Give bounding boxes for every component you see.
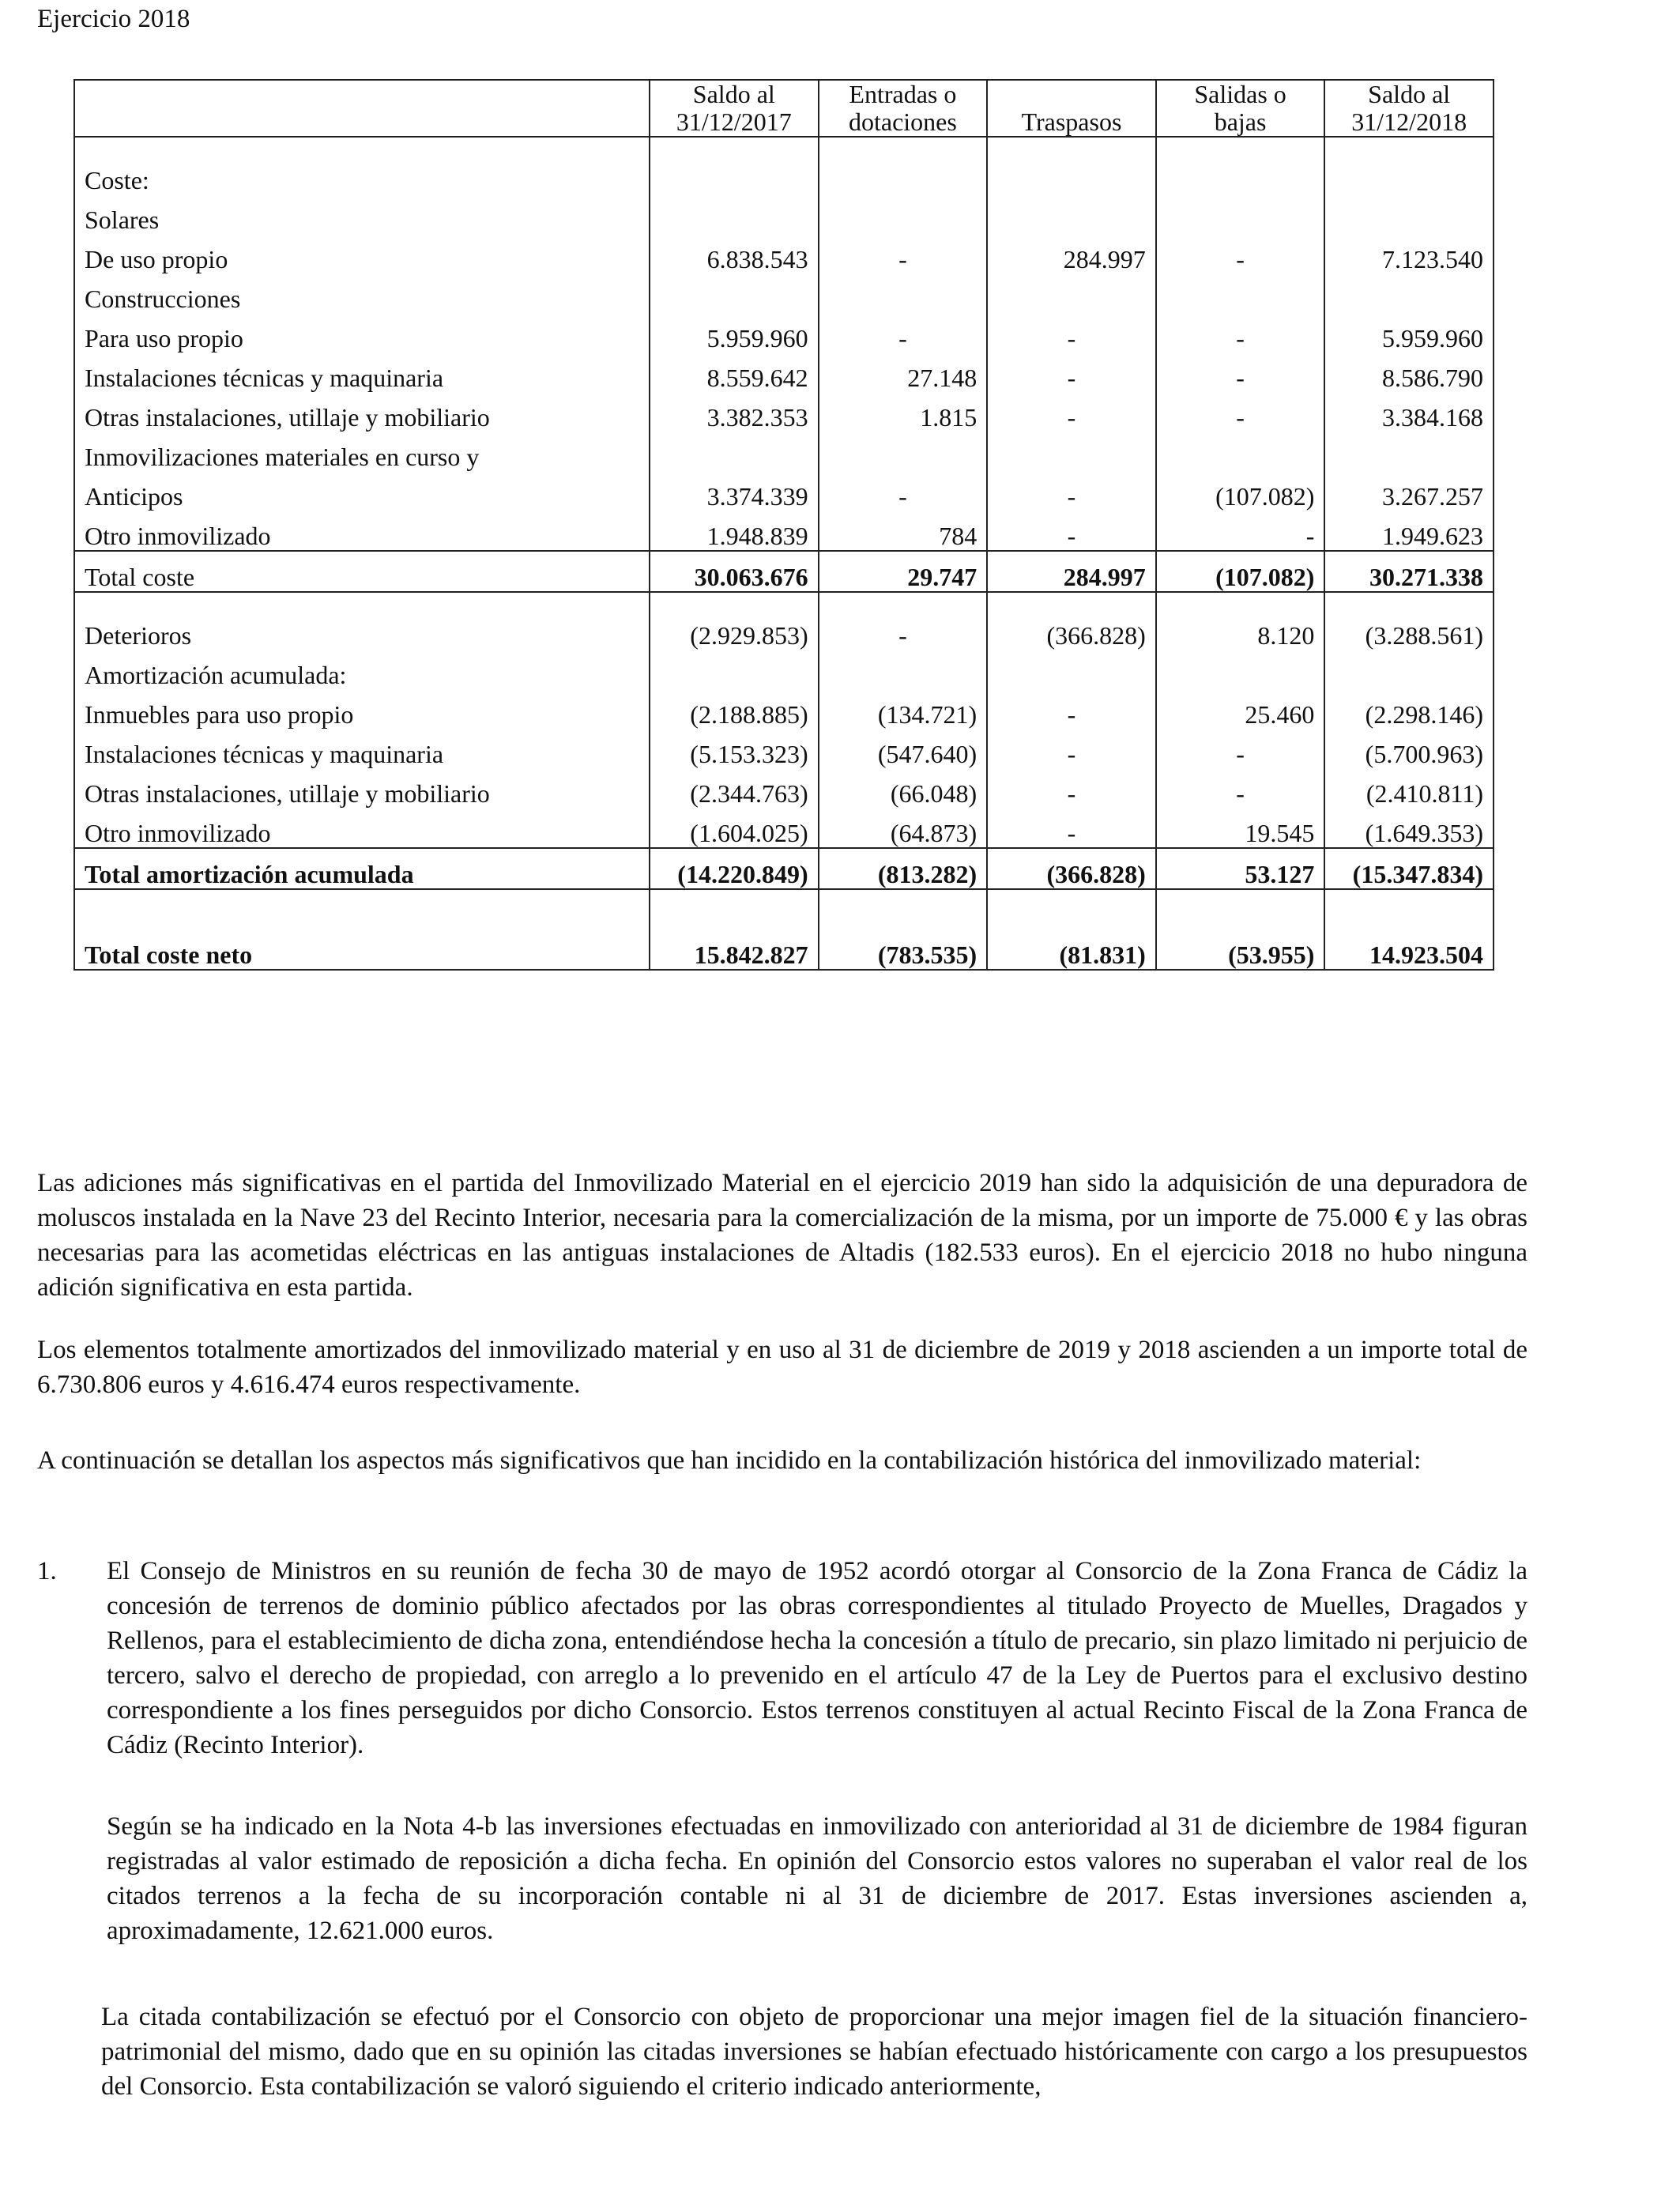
table-row (74, 234, 1494, 273)
table-row (74, 432, 1494, 471)
cell-value: 19.545 (1156, 808, 1325, 848)
cell-value: - (987, 768, 1156, 808)
paragraph-contabilizacion: La citada contabilización se efectuó por el Consorcio con objeto de proporcionar una mejor imagen fiel de la situación financiero-patrimonial del mismo, dado que en su opinión las citadas inversiones se habían efectuado históricamente con cargo a los presupuestos del Consorcio. Esta contabilización se valoró siguiendo el criterio indicado anteriormente, (101, 2003, 1527, 2101)
cell-value: - (819, 610, 988, 650)
cell-value: - (1156, 768, 1325, 808)
cell-value: 1.815 (819, 392, 988, 432)
row-label: Para uso propio (74, 313, 650, 352)
cell-value: 53.127 (1156, 848, 1325, 889)
row-label: Inmuebles para uso propio (74, 689, 650, 729)
table-row (74, 650, 1494, 689)
cell-value: - (819, 471, 988, 511)
cell-value: 3.382.353 (650, 392, 819, 432)
cell-value: (2.188.885) (650, 689, 819, 729)
table-row (74, 392, 1494, 432)
row-label: Total coste (74, 551, 650, 592)
row-label: Otro inmovilizado (74, 808, 650, 848)
table-row (74, 273, 1494, 313)
table-row (74, 155, 1494, 194)
total-row (74, 848, 1494, 889)
table-row (74, 471, 1494, 511)
table-row (74, 689, 1494, 729)
cell-value: (14.220.849) (650, 848, 819, 889)
row-label: Otro inmovilizado (74, 511, 650, 551)
table-row (74, 610, 1494, 650)
column-header-traspasos: Traspasos (987, 80, 1156, 137)
cell-value: (547.640) (819, 729, 988, 768)
table-row (74, 729, 1494, 768)
cell-value: (1.604.025) (650, 808, 819, 848)
cell-value: 30.063.676 (650, 551, 819, 592)
paragraph-intro-aspects: A continuación se detallan los aspectos más significativos que han incidido en la contabilización histórica del inmovilizado material: (37, 1446, 1422, 1475)
table-row (74, 768, 1494, 808)
cell-value: (2.344.763) (650, 768, 819, 808)
row-label: Amortización acumulada: (74, 650, 650, 689)
cell-value: - (819, 234, 988, 273)
page-title: Ejercicio 2018 (37, 5, 190, 33)
cell-value: (5.153.323) (650, 729, 819, 768)
cell-value: 3.374.339 (650, 471, 819, 511)
cell-value: 5.959.960 (1324, 313, 1494, 352)
total-row (74, 551, 1494, 592)
cell-value: - (987, 689, 1156, 729)
cell-value: 29.747 (819, 551, 988, 592)
cell-value: (66.048) (819, 768, 988, 808)
row-label: Total amortización acumulada (74, 848, 650, 889)
cell-value: - (987, 392, 1156, 432)
row-label: Otras instalaciones, utillaje y mobiliario (74, 392, 650, 432)
cell-value: 284.997 (987, 551, 1156, 592)
cell-value: 8.586.790 (1324, 352, 1494, 392)
paragraph-nota-4b: Según se ha indicado en la Nota 4-b las inversiones efectuadas en inmovilizado con anterioridad al 31 de diciembre de 1984 figuran registradas al valor estimado de reposición a dicha fecha. En opinión del Consorcio estos valores no superaban el valor real de los citados terrenos a la fecha de su incorporación contable ni al 31 de diciembre de 2017. Estas inversiones ascienden a, aproximadamente, 12.621.000 euros. (107, 1812, 1527, 1945)
cell-value: 3.267.257 (1324, 471, 1494, 511)
cell-value: (53.955) (1156, 925, 1325, 970)
column-header-entradas: Entradas o dotaciones (819, 80, 988, 137)
table-spacer-row (74, 889, 1494, 925)
cell-value: 27.148 (819, 352, 988, 392)
cell-value: - (987, 729, 1156, 768)
cell-value: (783.535) (819, 925, 988, 970)
cell-value: - (987, 352, 1156, 392)
cell-value: - (819, 313, 988, 352)
list-item (37, 1554, 1527, 1762)
column-header-saldo-2017: Saldo al 31/12/2017 (650, 80, 819, 137)
cell-value: 7.123.540 (1324, 234, 1494, 273)
row-label: Otras instalaciones, utillaje y mobiliario (74, 768, 650, 808)
cell-value: - (987, 511, 1156, 551)
cell-value: (5.700.963) (1324, 729, 1494, 768)
cell-value: - (987, 313, 1156, 352)
cell-value: - (1156, 352, 1325, 392)
total-row (74, 925, 1494, 970)
row-label: Deterioros (74, 610, 650, 650)
cell-value: 14.923.504 (1324, 925, 1494, 970)
cell-value: 3.384.168 (1324, 392, 1494, 432)
table-row (74, 313, 1494, 352)
cell-value: 1.948.839 (650, 511, 819, 551)
cell-value: - (1156, 234, 1325, 273)
row-label: Anticipos (74, 471, 650, 511)
table-spacer-row (74, 137, 1494, 155)
cell-value: 15.842.827 (650, 925, 819, 970)
cell-value: (1.649.353) (1324, 808, 1494, 848)
cell-value: - (987, 808, 1156, 848)
row-label: Construcciones (74, 273, 650, 313)
list-item-text: El Consejo de Ministros en su reunión de fecha 30 de mayo de 1952 acordó otorgar al Consorcio de la Zona Franca de Cádiz la concesión de terrenos de dominio público afectados por las obras correspondientes al titulado Proyecto de Muelles, Dragados y Rellenos, para el establecimiento de dicha zona, entendiéndose hecha la concesión a título de precario, sin plazo limitado ni perjuicio de tercero, salvo el derecho de propiedad, con arreglo a lo prevenido en el artículo 47 de la Ley de Puertos para el exclusivo destino correspondiente a los fines perseguidos por dicho Consorcio. Estos terrenos constituyen al actual Recinto Fiscal de la Zona Franca de Cádiz (Recinto Interior). (107, 1557, 1527, 1759)
cell-value: (366.828) (987, 848, 1156, 889)
cell-value: (64.873) (819, 808, 988, 848)
cell-value: (107.082) (1156, 471, 1325, 511)
cell-value: 5.959.960 (650, 313, 819, 352)
cell-value: - (1156, 729, 1325, 768)
row-label: Instalaciones técnicas y maquinaria (74, 729, 650, 768)
cell-value: (2.298.146) (1324, 689, 1494, 729)
cell-value: (15.347.834) (1324, 848, 1494, 889)
cell-value: 30.271.338 (1324, 551, 1494, 592)
row-label: De uso propio (74, 234, 650, 273)
row-label: Total coste neto (74, 925, 650, 970)
header-blank-cell (74, 80, 650, 137)
cell-value: (2.929.853) (650, 610, 819, 650)
cell-value: - (987, 471, 1156, 511)
cell-value: - (1156, 392, 1325, 432)
row-label: Coste: (74, 155, 650, 194)
cell-value: 8.120 (1156, 610, 1325, 650)
cell-value: 284.997 (987, 234, 1156, 273)
list-marker: 1. (37, 1557, 57, 1585)
cell-value: 784 (819, 511, 988, 551)
cell-value: 1.949.623 (1324, 511, 1494, 551)
row-label: Solares (74, 194, 650, 234)
cell-value: 25.460 (1156, 689, 1325, 729)
cell-value: (366.828) (987, 610, 1156, 650)
row-label: Inmovilizaciones materiales en curso y (74, 432, 650, 471)
cell-value: (3.288.561) (1324, 610, 1494, 650)
paragraph-additions: Las adiciones más significativas en el partida del Inmovilizado Material en el ejercicio 2019 han sido la adquisición de una depuradora de moluscos instalada en la Nave 23 del Recinto Interior, necesaria para la comercialización de la misma, por un importe de 75.000 € y las obras necesarias para las acometidas eléctricas en las antiguas instalaciones de Altadis (182.533 euros). En el ejercicio 2018 no hubo ninguna adición significativa en esta partida. (37, 1169, 1527, 1302)
table-row (74, 194, 1494, 234)
cell-value: (813.282) (819, 848, 988, 889)
column-header-saldo-2018: Saldo al 31/12/2018 (1324, 80, 1494, 137)
cell-value: 6.838.543 (650, 234, 819, 273)
cell-value: (107.082) (1156, 551, 1325, 592)
table-row (74, 352, 1494, 392)
cell-value: - (1156, 511, 1325, 551)
table-spacer-row (74, 592, 1494, 610)
row-label: Instalaciones técnicas y maquinaria (74, 352, 650, 392)
cell-value: (2.410.811) (1324, 768, 1494, 808)
table-row (74, 511, 1494, 551)
table-row (74, 808, 1494, 848)
cell-value: (81.831) (987, 925, 1156, 970)
cell-value: 8.559.642 (650, 352, 819, 392)
table-header-row (74, 80, 1494, 137)
cell-value: - (1156, 313, 1325, 352)
fixed-assets-table (73, 79, 1494, 971)
cell-value: (134.721) (819, 689, 988, 729)
column-header-salidas: Salidas o bajas (1156, 80, 1325, 137)
paragraph-fully-amortized: Los elementos totalmente amortizados del inmovilizado material y en uso al 31 de diciembre de 2019 y 2018 ascienden a un importe total de 6.730.806 euros y 4.616.474 euros respectivamente. (37, 1336, 1527, 1399)
